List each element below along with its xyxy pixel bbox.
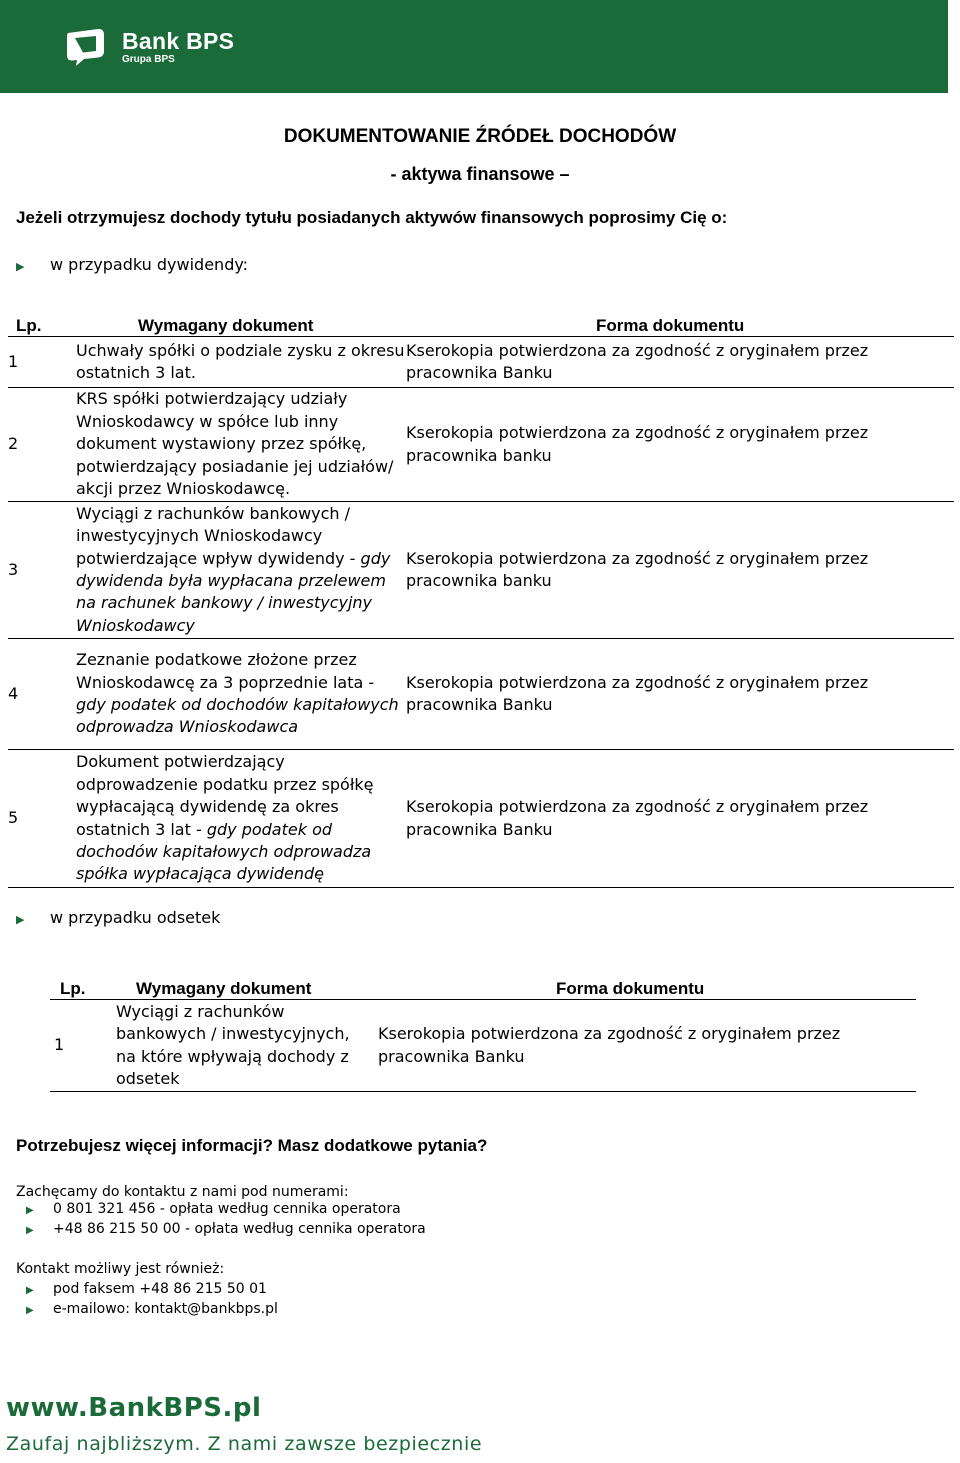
row-required-doc bbox=[76, 639, 406, 750]
arrow-right-icon: ▶ bbox=[26, 1305, 34, 1316]
col-header-required: Wymagany dokument bbox=[76, 313, 406, 337]
page-title: DOKUMENTOWANIE ŹRÓDEŁ DOCHODÓW bbox=[283, 126, 677, 147]
row-form: Kserokopia potwierdzona za zgodność z oryginałem przez pracownika Banku bbox=[372, 1000, 916, 1092]
arrow-right-icon: ▶ bbox=[16, 913, 25, 926]
row-form: Kserokopia potwierdzona za zgodność z oryginałem przez pracownika Banku bbox=[406, 337, 954, 388]
arrow-right-icon: ▶ bbox=[26, 1205, 34, 1216]
logo-group: Grupa BPS bbox=[122, 53, 175, 65]
required-text: Wyciągi z rachunków bankowych / inwestycyjnych Wnioskodawcy potwierdzające wpływ dywidendy - bbox=[76, 503, 356, 568]
row-required-doc: Uchwały spółki o podziale zysku z okresu ostatnich 3 lat. bbox=[76, 337, 406, 388]
phone-item bbox=[26, 1201, 401, 1217]
table-row bbox=[50, 1000, 916, 1092]
footer-website-link[interactable]: www.BankBPS.pl bbox=[6, 1393, 262, 1423]
required-condition: gdy podatek od dochodów kapitałowych odprowadza Wnioskodawca bbox=[76, 695, 399, 737]
col-header-lp: Lp. bbox=[50, 976, 116, 1000]
row-required-doc: Wyciągi z rachunków bankowych / inwestycyjnych, na które wpływają dochody z odsetek bbox=[116, 1000, 372, 1092]
row-required-doc: KRS spółki potwierdzający udziały Wnioskodawcy w spółce lub inny dokument wystawiony przez spółkę, potwierdzający posiadanie jej udziałów/ akcji przez Wnioskodawcę. bbox=[76, 388, 406, 502]
row-form: Kserokopia potwierdzona za zgodność z oryginałem przez pracownika banku bbox=[406, 502, 954, 639]
arrow-right-icon: ▶ bbox=[26, 1225, 34, 1236]
footer-slogan: Zaufaj najbliższym. Z nami zawsze bezpiecznie bbox=[6, 1433, 483, 1455]
row-form: Kserokopia potwierdzona za zgodność z oryginałem przez pracownika banku bbox=[406, 388, 954, 502]
more-info-heading: Potrzebujesz więcej informacji? Masz dodatkowe pytania? bbox=[16, 1136, 488, 1155]
required-text: Zeznanie podatkowe złożone przez Wnioskodawcę za 3 poprzednie lata - bbox=[76, 650, 375, 692]
phone-text[interactable]: 0 801 321 456 - opłata według cennika operatora bbox=[53, 1201, 401, 1217]
fax-item bbox=[26, 1281, 267, 1297]
col-header-required: Wymagany dokument bbox=[116, 976, 372, 1000]
other-contact-intro: Kontakt możliwy jest również: bbox=[16, 1261, 225, 1277]
section-dividends-text: w przypadku dywidendy: bbox=[50, 255, 249, 274]
table-row bbox=[8, 639, 954, 750]
section-interest-text: w przypadku odsetek bbox=[50, 908, 221, 927]
logo-mark-icon bbox=[64, 27, 116, 67]
email-link[interactable]: e-mailowo: kontakt@bankbps.pl bbox=[53, 1301, 278, 1317]
row-form: Kserokopia potwierdzona za zgodność z oryginałem przez pracownika Banku bbox=[406, 750, 954, 888]
arrow-right-icon: ▶ bbox=[16, 260, 25, 273]
row-number: 4 bbox=[8, 639, 76, 750]
col-header-form: Forma dokumentu bbox=[372, 976, 916, 1000]
row-required-doc bbox=[76, 750, 406, 888]
bank-bps-logo[interactable] bbox=[64, 25, 234, 69]
table-row bbox=[8, 750, 954, 888]
fax-text: pod faksem +48 86 215 50 01 bbox=[53, 1281, 267, 1297]
required-condition: gdy dywidenda była wypłacana przelewem na rachunek bankowy / inwestycyjny Wnioskodawcy bbox=[76, 548, 391, 635]
row-number: 1 bbox=[50, 1000, 116, 1092]
phones-intro: Zachęcamy do kontaktu z nami pod numerami: bbox=[16, 1184, 349, 1200]
row-number: 5 bbox=[8, 750, 76, 888]
email-item bbox=[26, 1301, 278, 1317]
arrow-right-icon: ▶ bbox=[26, 1285, 34, 1296]
dividends-table bbox=[8, 313, 954, 888]
table-row bbox=[8, 502, 954, 639]
row-required-doc bbox=[76, 502, 406, 639]
row-number: 2 bbox=[8, 388, 76, 502]
col-header-lp: Lp. bbox=[8, 313, 76, 337]
required-text: Dokument potwierdzający odprowadzenie podatku przez spółkę wypłacającą dywidendę za okres ostatnich 3 lat - bbox=[76, 752, 374, 839]
table-row bbox=[8, 337, 954, 388]
intro-text: Jeżeli otrzymujesz dochody tytułu posiadanych aktywów finansowych poprosimy Cię o: bbox=[16, 208, 728, 227]
section-interest-label bbox=[16, 908, 220, 927]
required-condition: gdy podatek od dochodów kapitałowych odprowadza spółka wypłacająca dywidendę bbox=[76, 819, 372, 884]
logo-name: Bank BPS bbox=[122, 27, 235, 54]
row-number: 3 bbox=[8, 502, 76, 639]
table-row bbox=[8, 388, 954, 502]
header-band bbox=[0, 0, 948, 93]
section-dividends-label bbox=[16, 255, 248, 274]
row-number: 1 bbox=[8, 337, 76, 388]
row-form: Kserokopia potwierdzona za zgodność z oryginałem przez pracownika Banku bbox=[406, 639, 954, 750]
phone-text[interactable]: +48 86 215 50 00 - opłata według cennika operatora bbox=[53, 1221, 426, 1237]
phone-item bbox=[26, 1221, 426, 1237]
col-header-form: Forma dokumentu bbox=[406, 313, 954, 337]
interest-table bbox=[50, 976, 916, 1092]
page-subtitle: - aktywa finansowe – bbox=[390, 164, 570, 184]
